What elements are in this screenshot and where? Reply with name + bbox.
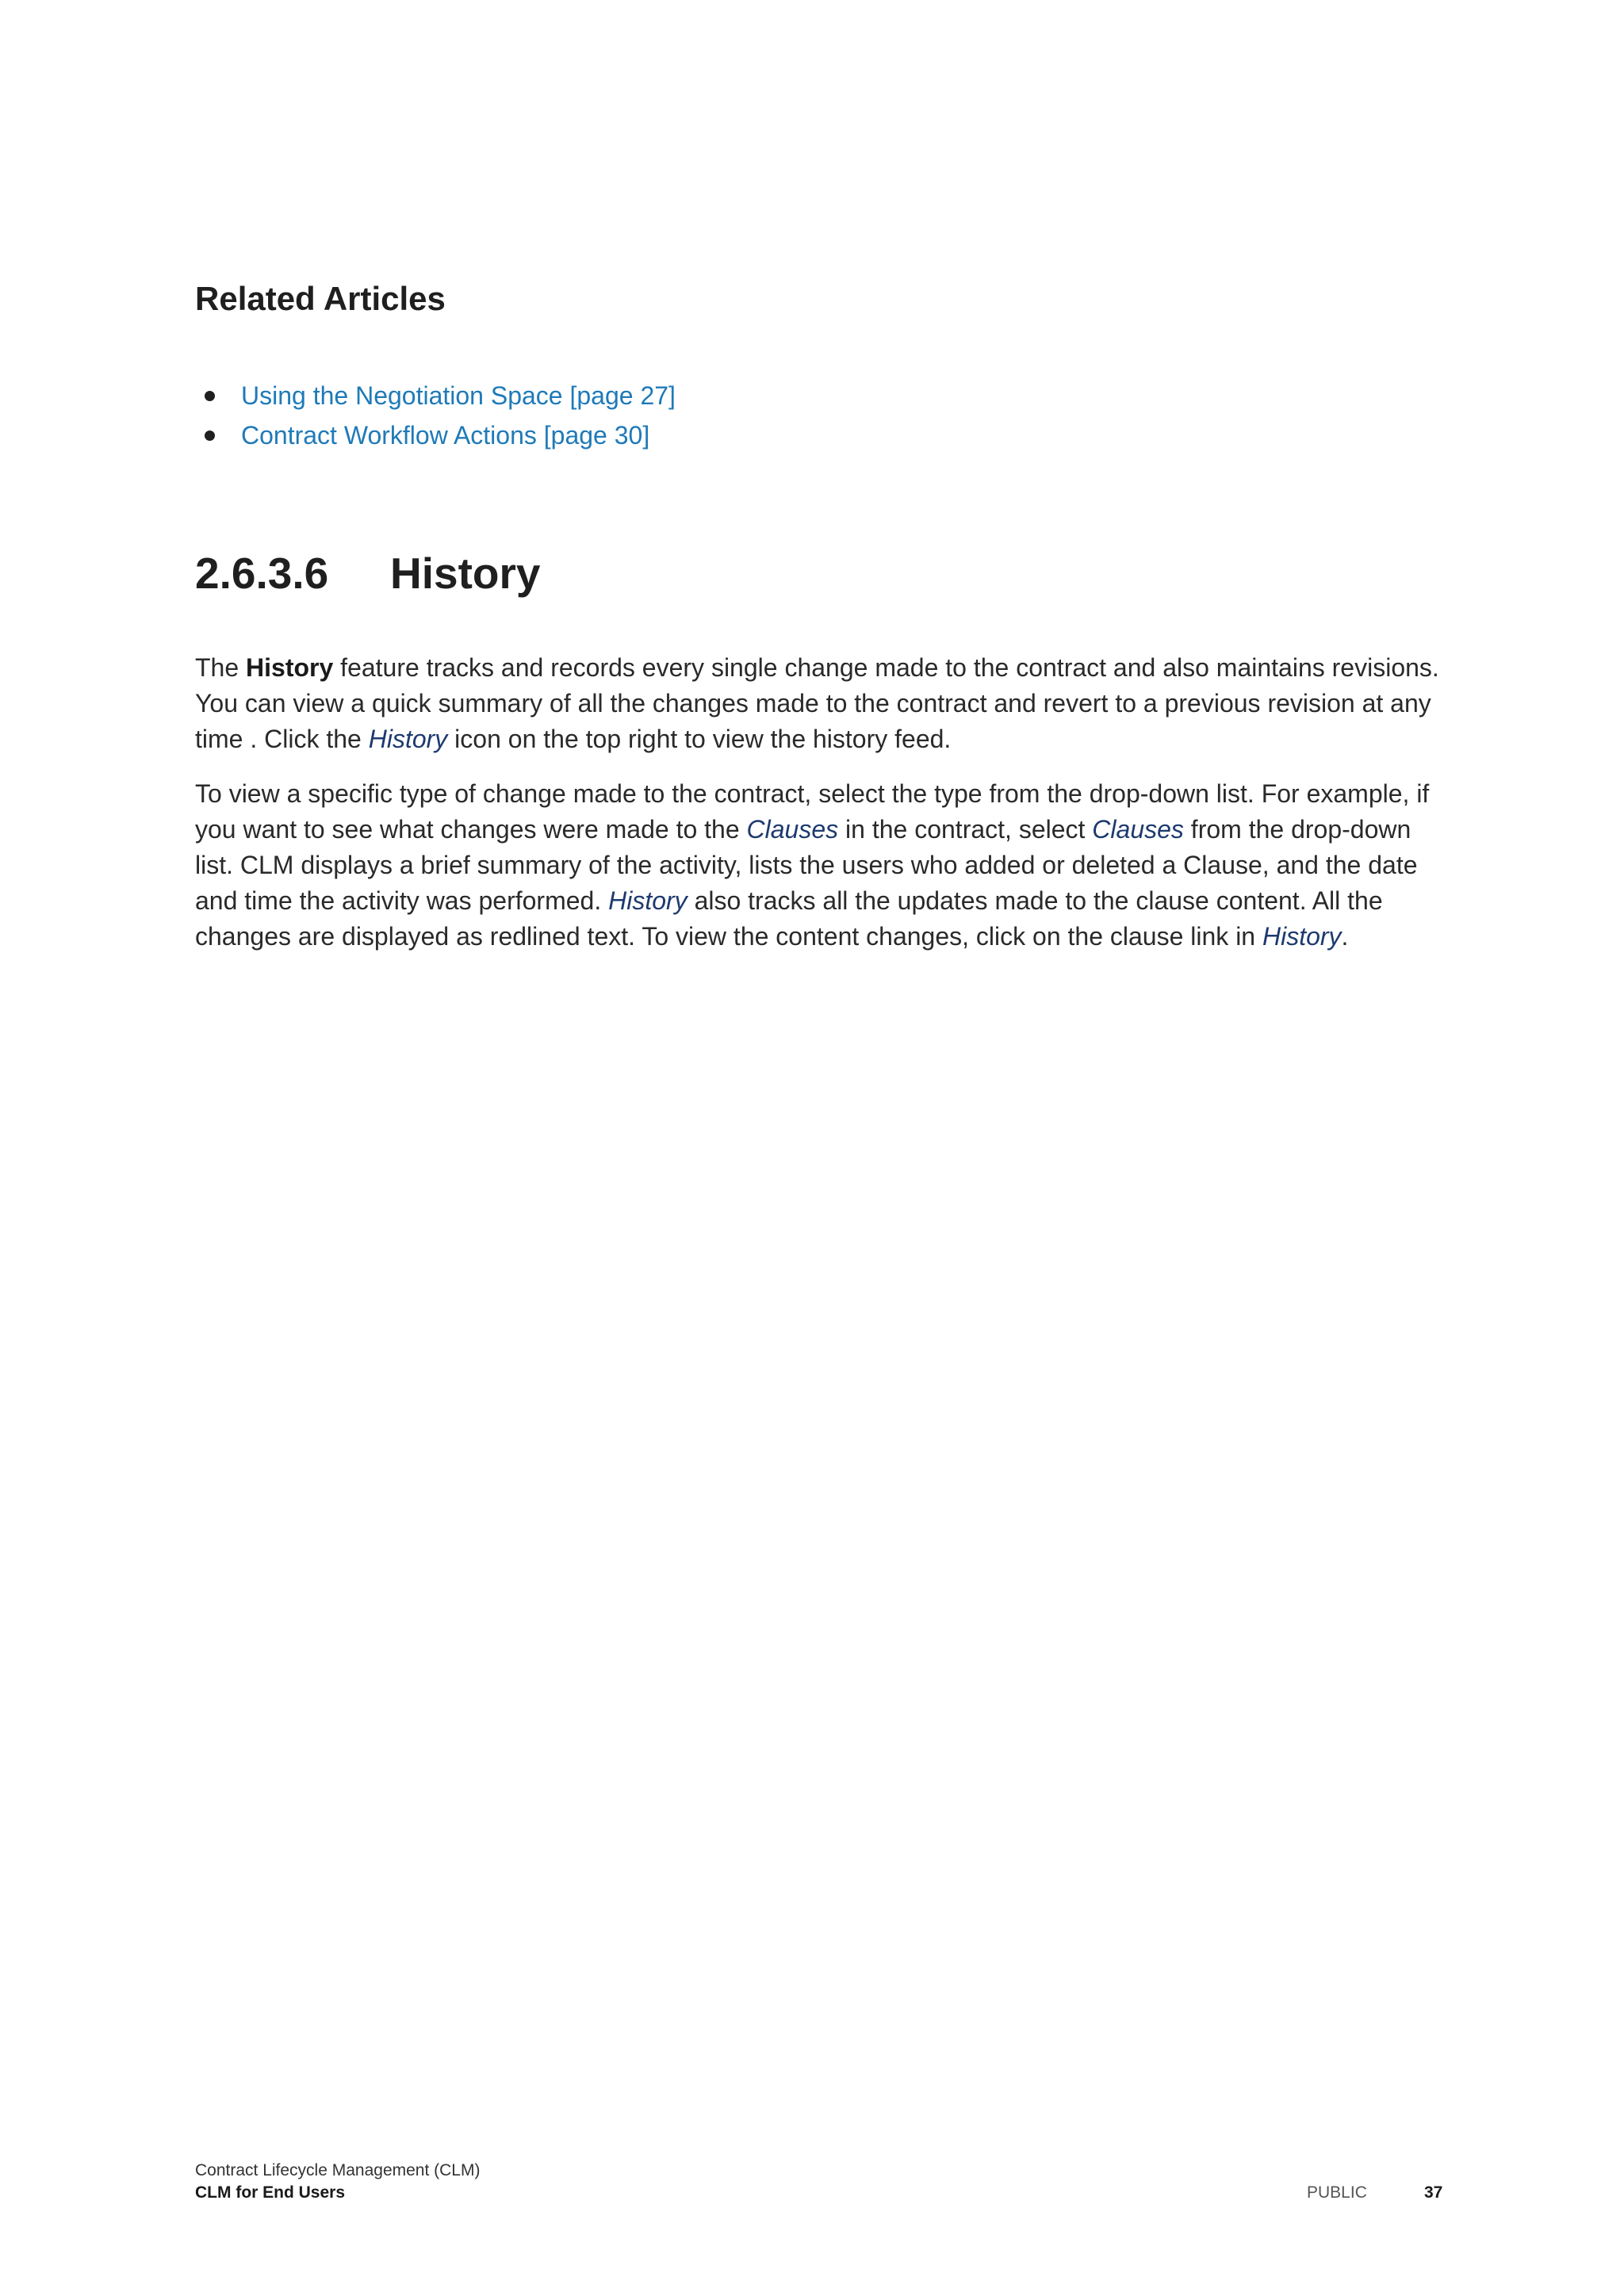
footer-classification: PUBLIC bbox=[1307, 2183, 1367, 2202]
text-run: in the contract, select bbox=[838, 815, 1093, 844]
ui-term-history: History bbox=[608, 886, 688, 915]
text-run: feature tracks and records every single change made to the contract and also maintains revisions. You can view a quick summary of all the changes made to the contract and revert to a previous revision at any time . Click the bbox=[195, 653, 1439, 753]
ui-term-history: History bbox=[368, 725, 448, 753]
bullet-icon bbox=[205, 391, 215, 401]
list-item bbox=[195, 376, 1147, 415]
footer-document-info bbox=[195, 2160, 480, 2204]
ui-term-clauses: Clauses bbox=[746, 815, 839, 844]
text-run: . bbox=[1341, 922, 1349, 951]
related-articles-heading: Related Articles bbox=[195, 280, 446, 317]
related-articles-list bbox=[195, 376, 1147, 455]
footer-doc-subtitle: CLM for End Users bbox=[195, 2183, 346, 2202]
footer-page-number: 37 bbox=[1424, 2183, 1443, 2202]
section-heading bbox=[195, 547, 541, 599]
paragraph-history-filter bbox=[195, 776, 1448, 955]
ui-term-history: History bbox=[1262, 922, 1342, 951]
ui-term-history: History bbox=[246, 653, 334, 682]
bullet-icon bbox=[205, 430, 215, 441]
link-negotiation-space[interactable]: Using the Negotiation Space [page 27] bbox=[241, 381, 676, 410]
link-contract-workflow-actions[interactable]: Contract Workflow Actions [page 30] bbox=[241, 421, 650, 450]
section-number: 2.6.3.6 bbox=[195, 549, 329, 598]
text-run: from the drop-down list. CLM displays a brief summary of the activity, lists the users who added or deleted a Clause, and the date and time the activity was performed. bbox=[195, 815, 1418, 915]
text-run: The bbox=[195, 653, 247, 682]
section-body bbox=[195, 650, 1448, 974]
text-run: To view a specific type of change made to the contract, select the type from the drop-down list. For example, if you want to see what changes were made to the bbox=[195, 779, 1430, 844]
ui-term-clauses: Clauses bbox=[1092, 815, 1184, 844]
list-item bbox=[195, 415, 1147, 455]
text-run: also tracks all the updates made to the clause content. All the changes are displayed as redlined text. To view the content changes, click on the clause link in bbox=[195, 886, 1383, 951]
footer-doc-title: Contract Lifecycle Management (CLM) bbox=[195, 2161, 481, 2179]
text-run: icon on the top right to view the history feed. bbox=[447, 725, 952, 753]
section-title: History bbox=[390, 549, 541, 598]
paragraph-history-intro bbox=[195, 650, 1448, 757]
